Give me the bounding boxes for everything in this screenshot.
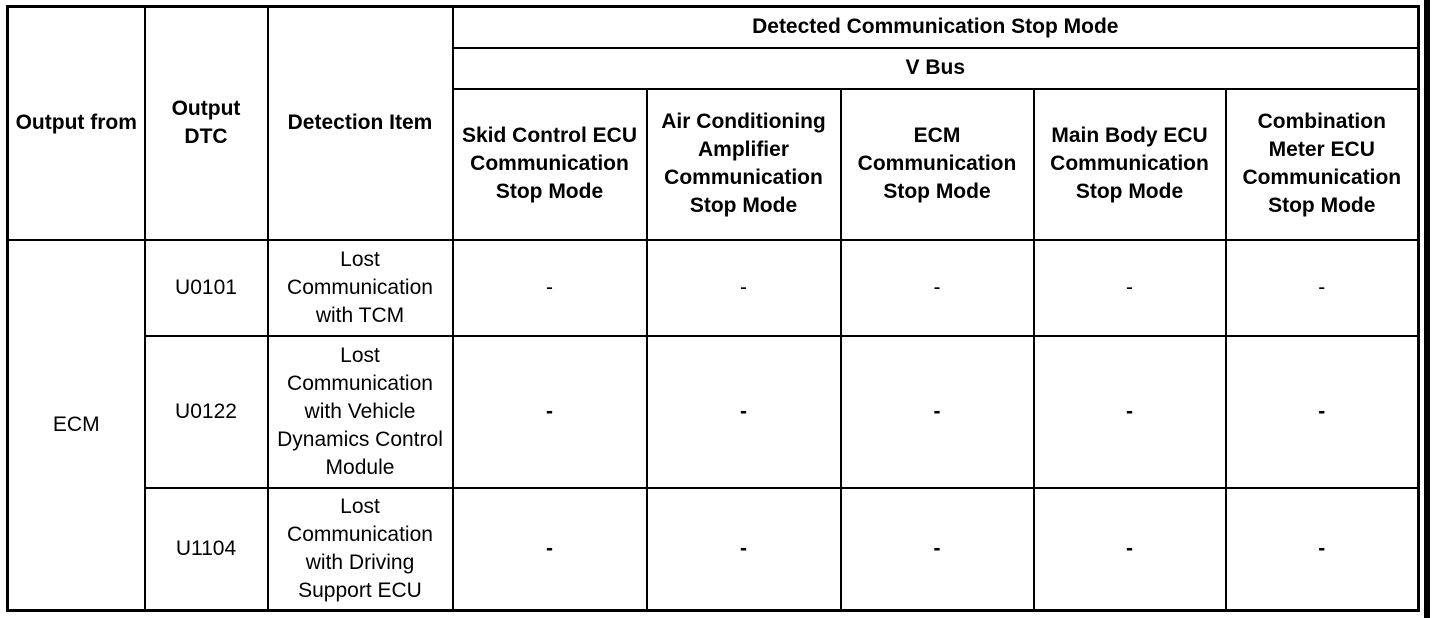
cell-value: - [1034, 240, 1226, 336]
cell-value: - [453, 336, 647, 488]
header-mode-combination-meter: Combination Meter ECU Communication Stop Mode [1226, 89, 1419, 240]
cell-value: - [453, 240, 647, 336]
right-edge-bar [1424, 0, 1430, 618]
cell-value: - [841, 488, 1034, 611]
header-detection-item: Detection Item [268, 7, 453, 240]
cell-output-from: ECM [8, 240, 145, 611]
header-mode-ecm: ECM Communication Stop Mode [841, 89, 1034, 240]
cell-value: - [1034, 488, 1226, 611]
table-row [8, 240, 1419, 336]
header-v-bus: V Bus [453, 48, 1419, 89]
header-mode-skid-control: Skid Control ECU Communication Stop Mode [453, 89, 647, 240]
cell-value: - [453, 488, 647, 611]
header-output-from: Output from [8, 7, 145, 240]
cell-value: - [1226, 336, 1419, 488]
cell-value: - [647, 336, 841, 488]
dtc-table [6, 5, 1420, 612]
header-detected-stop-mode: Detected Communication Stop Mode [453, 7, 1419, 48]
header-mode-main-body: Main Body ECU Communication Stop Mode [1034, 89, 1226, 240]
table-row [8, 488, 1419, 611]
cell-dtc: U0122 [145, 336, 268, 488]
dtc-table-frame [6, 5, 1417, 609]
cell-dtc: U1104 [145, 488, 268, 611]
cell-value: - [1034, 336, 1226, 488]
cell-detection-item: Lost Communication with Vehicle Dynamics Control Module [268, 336, 453, 488]
cell-value: - [647, 488, 841, 611]
cell-value: - [647, 240, 841, 336]
table-row [8, 336, 1419, 488]
cell-value: - [841, 240, 1034, 336]
cell-detection-item: Lost Communication with TCM [268, 240, 453, 336]
cell-value: - [841, 336, 1034, 488]
cell-value: - [1226, 488, 1419, 611]
header-mode-air-conditioning: Air Conditioning Amplifier Communication Stop Mode [647, 89, 841, 240]
cell-detection-item: Lost Communication with Driving Support ECU [268, 488, 453, 611]
cell-value: - [1226, 240, 1419, 336]
cell-dtc: U0101 [145, 240, 268, 336]
header-output-dtc: Output DTC [145, 7, 268, 240]
